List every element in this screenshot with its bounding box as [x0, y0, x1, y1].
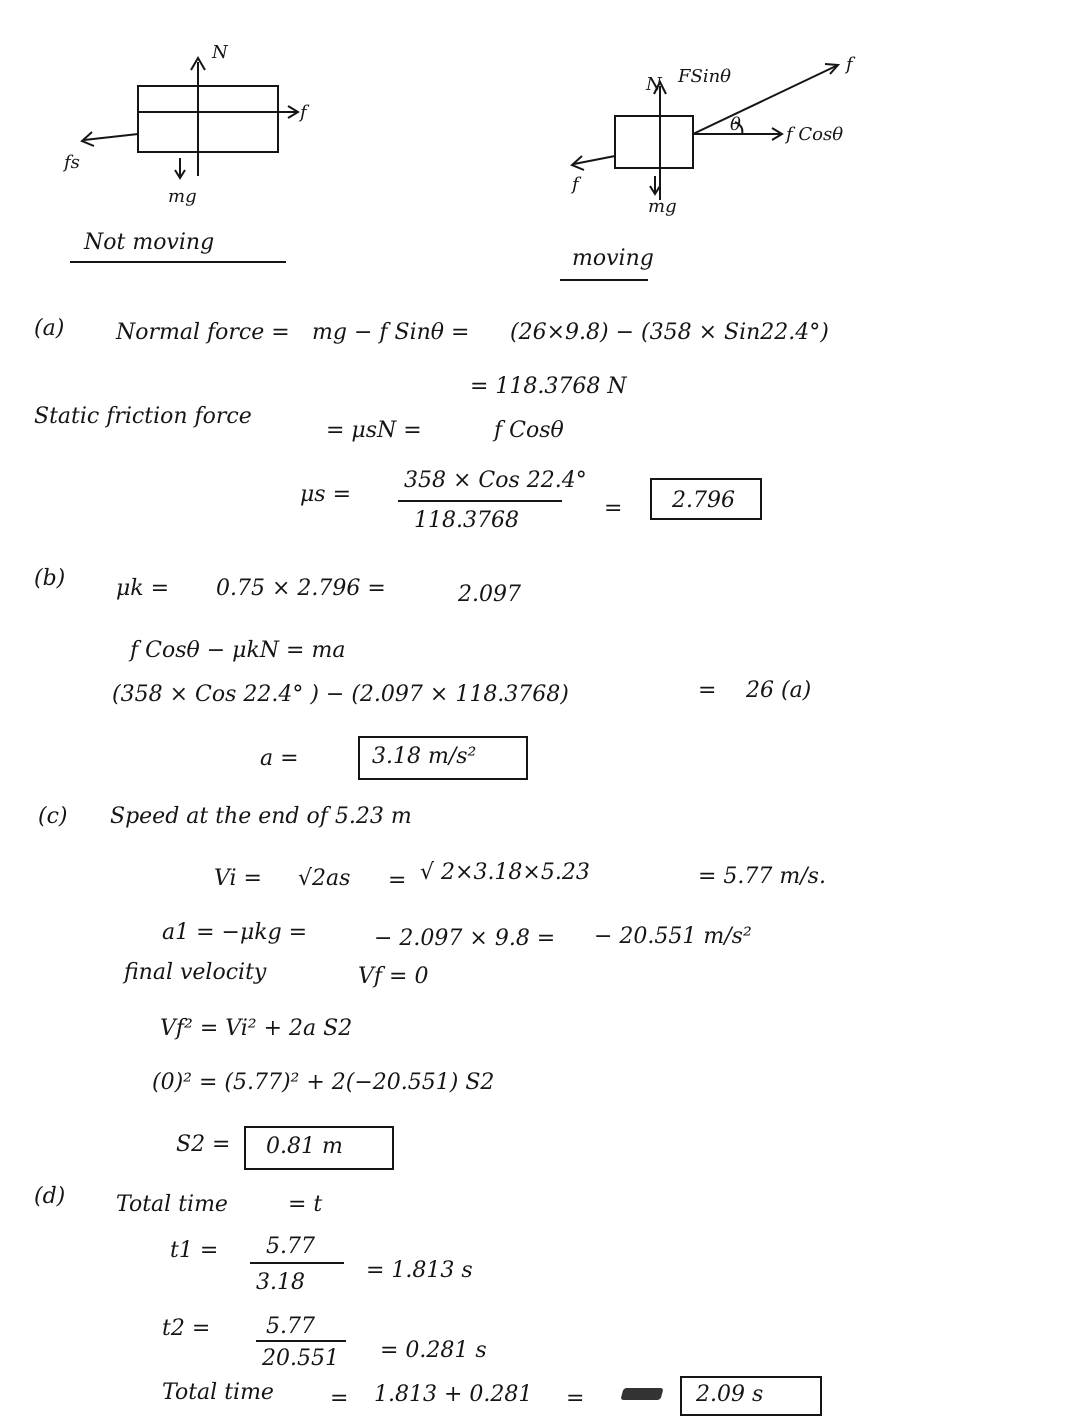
t1-numerator: 5.77 [266, 1234, 315, 1259]
t1-fraction-bar [250, 1262, 344, 1264]
final-velocity-label: final velocity [124, 960, 267, 985]
acceleration-value: 3.18 m/s² [372, 744, 477, 769]
t2-result: = 0.281 s [380, 1338, 487, 1363]
t1-result: = 1.813 s [366, 1258, 473, 1283]
total-time-label: Total time [162, 1380, 274, 1405]
part-a-label: (a) [34, 316, 65, 341]
friction-label: fs [64, 152, 80, 173]
acceleration-label: a = [260, 746, 299, 771]
normal-force-heading: Normal force = [116, 320, 290, 345]
vi-label: Vi = [214, 866, 262, 891]
vi-equals: = [388, 868, 407, 893]
static-friction-equation: = μsN = [326, 418, 422, 443]
vi-result: = 5.77 m/s. [698, 864, 826, 889]
a1-substitution: − 2.097 × 9.8 = [374, 926, 556, 951]
mu-k-value: 2.097 [458, 582, 521, 607]
mu-s-numerator: 358 × Cos 22.4° [404, 468, 587, 493]
a1-label: a1 = −μkg = [162, 920, 308, 945]
total-time-value: 2.09 s [696, 1382, 764, 1407]
friction-label: f [572, 174, 579, 195]
caption-not-moving: Not moving [84, 230, 215, 255]
vertical-component-label: FSinθ [678, 66, 732, 87]
newton-substitution-rhs: 26 (a) [746, 678, 812, 703]
final-velocity-value: Vf = 0 [358, 964, 429, 989]
weight-label: mg [648, 196, 677, 217]
normal-force-label: N [212, 42, 228, 63]
mu-s-equals: = [604, 496, 623, 521]
t2-denominator: 20.551 [262, 1346, 339, 1371]
mu-k-expression: 0.75 × 2.796 = [216, 576, 386, 601]
block-rect [138, 86, 278, 152]
a1-value: − 20.551 m/s² [594, 924, 752, 949]
kinematic-substitution: (0)² = (5.77)² + 2(−20.551) S2 [152, 1070, 495, 1095]
vi-formula: √2as [298, 866, 351, 891]
weight-label: mg [168, 186, 197, 207]
total-time-equals: = [330, 1386, 349, 1411]
s2-value: 0.81 m [266, 1134, 343, 1159]
applied-force-label: f [846, 54, 853, 75]
normal-force-formula: mg − f Sinθ = [312, 320, 470, 345]
block-rect [615, 116, 693, 168]
mu-s-fraction-bar [398, 500, 562, 502]
total-time-heading: Total time [116, 1192, 228, 1217]
mu-s-label: μs = [300, 482, 352, 507]
horizontal-component-label: f Cosθ [786, 124, 844, 145]
newton-second-law: f Cosθ − μkN = ma [130, 638, 346, 663]
total-time-equals-2: = [566, 1386, 585, 1411]
t2-fraction-bar [256, 1340, 346, 1342]
normal-force-label: N [646, 74, 662, 95]
part-b-label: (b) [34, 566, 66, 591]
speed-heading: Speed at the end of 5.23 m [110, 804, 412, 829]
t1-denominator: 3.18 [256, 1270, 305, 1295]
t2-numerator: 5.77 [266, 1314, 315, 1339]
t2-label: t2 = [162, 1316, 211, 1341]
mu-s-denominator: 118.3768 [414, 508, 519, 533]
newton-substitution-equals: = [698, 678, 717, 703]
total-time-sum: 1.813 + 0.281 [374, 1382, 533, 1407]
vi-substitution: √ 2×3.18×5.23 [420, 860, 590, 885]
normal-force-substitution: (26×9.8) − (358 × Sin22.4°) [510, 320, 829, 345]
caption-moving: moving [572, 246, 654, 271]
part-d-label: (d) [34, 1184, 66, 1209]
part-c-label: (c) [38, 804, 68, 829]
kinematic-equation: Vf² = Vi² + 2a S2 [160, 1016, 353, 1041]
total-time-heading-equals: = t [288, 1192, 323, 1217]
s2-label: S2 = [176, 1132, 231, 1157]
mu-s-value: 2.796 [672, 488, 735, 513]
static-friction-heading: Static friction force [34, 404, 252, 429]
angle-label: θ [730, 114, 741, 135]
normal-force-result: = 118.3768 N [470, 374, 627, 399]
scribbled-out-mark [620, 1388, 663, 1400]
static-friction-rhs: f Cosθ [494, 418, 564, 443]
newton-substitution: (358 × Cos 22.4° ) − (2.097 × 118.3768) [112, 682, 569, 707]
mu-k-label: μk = [116, 576, 170, 601]
t1-label: t1 = [170, 1238, 219, 1263]
applied-force-label: f [300, 102, 307, 123]
